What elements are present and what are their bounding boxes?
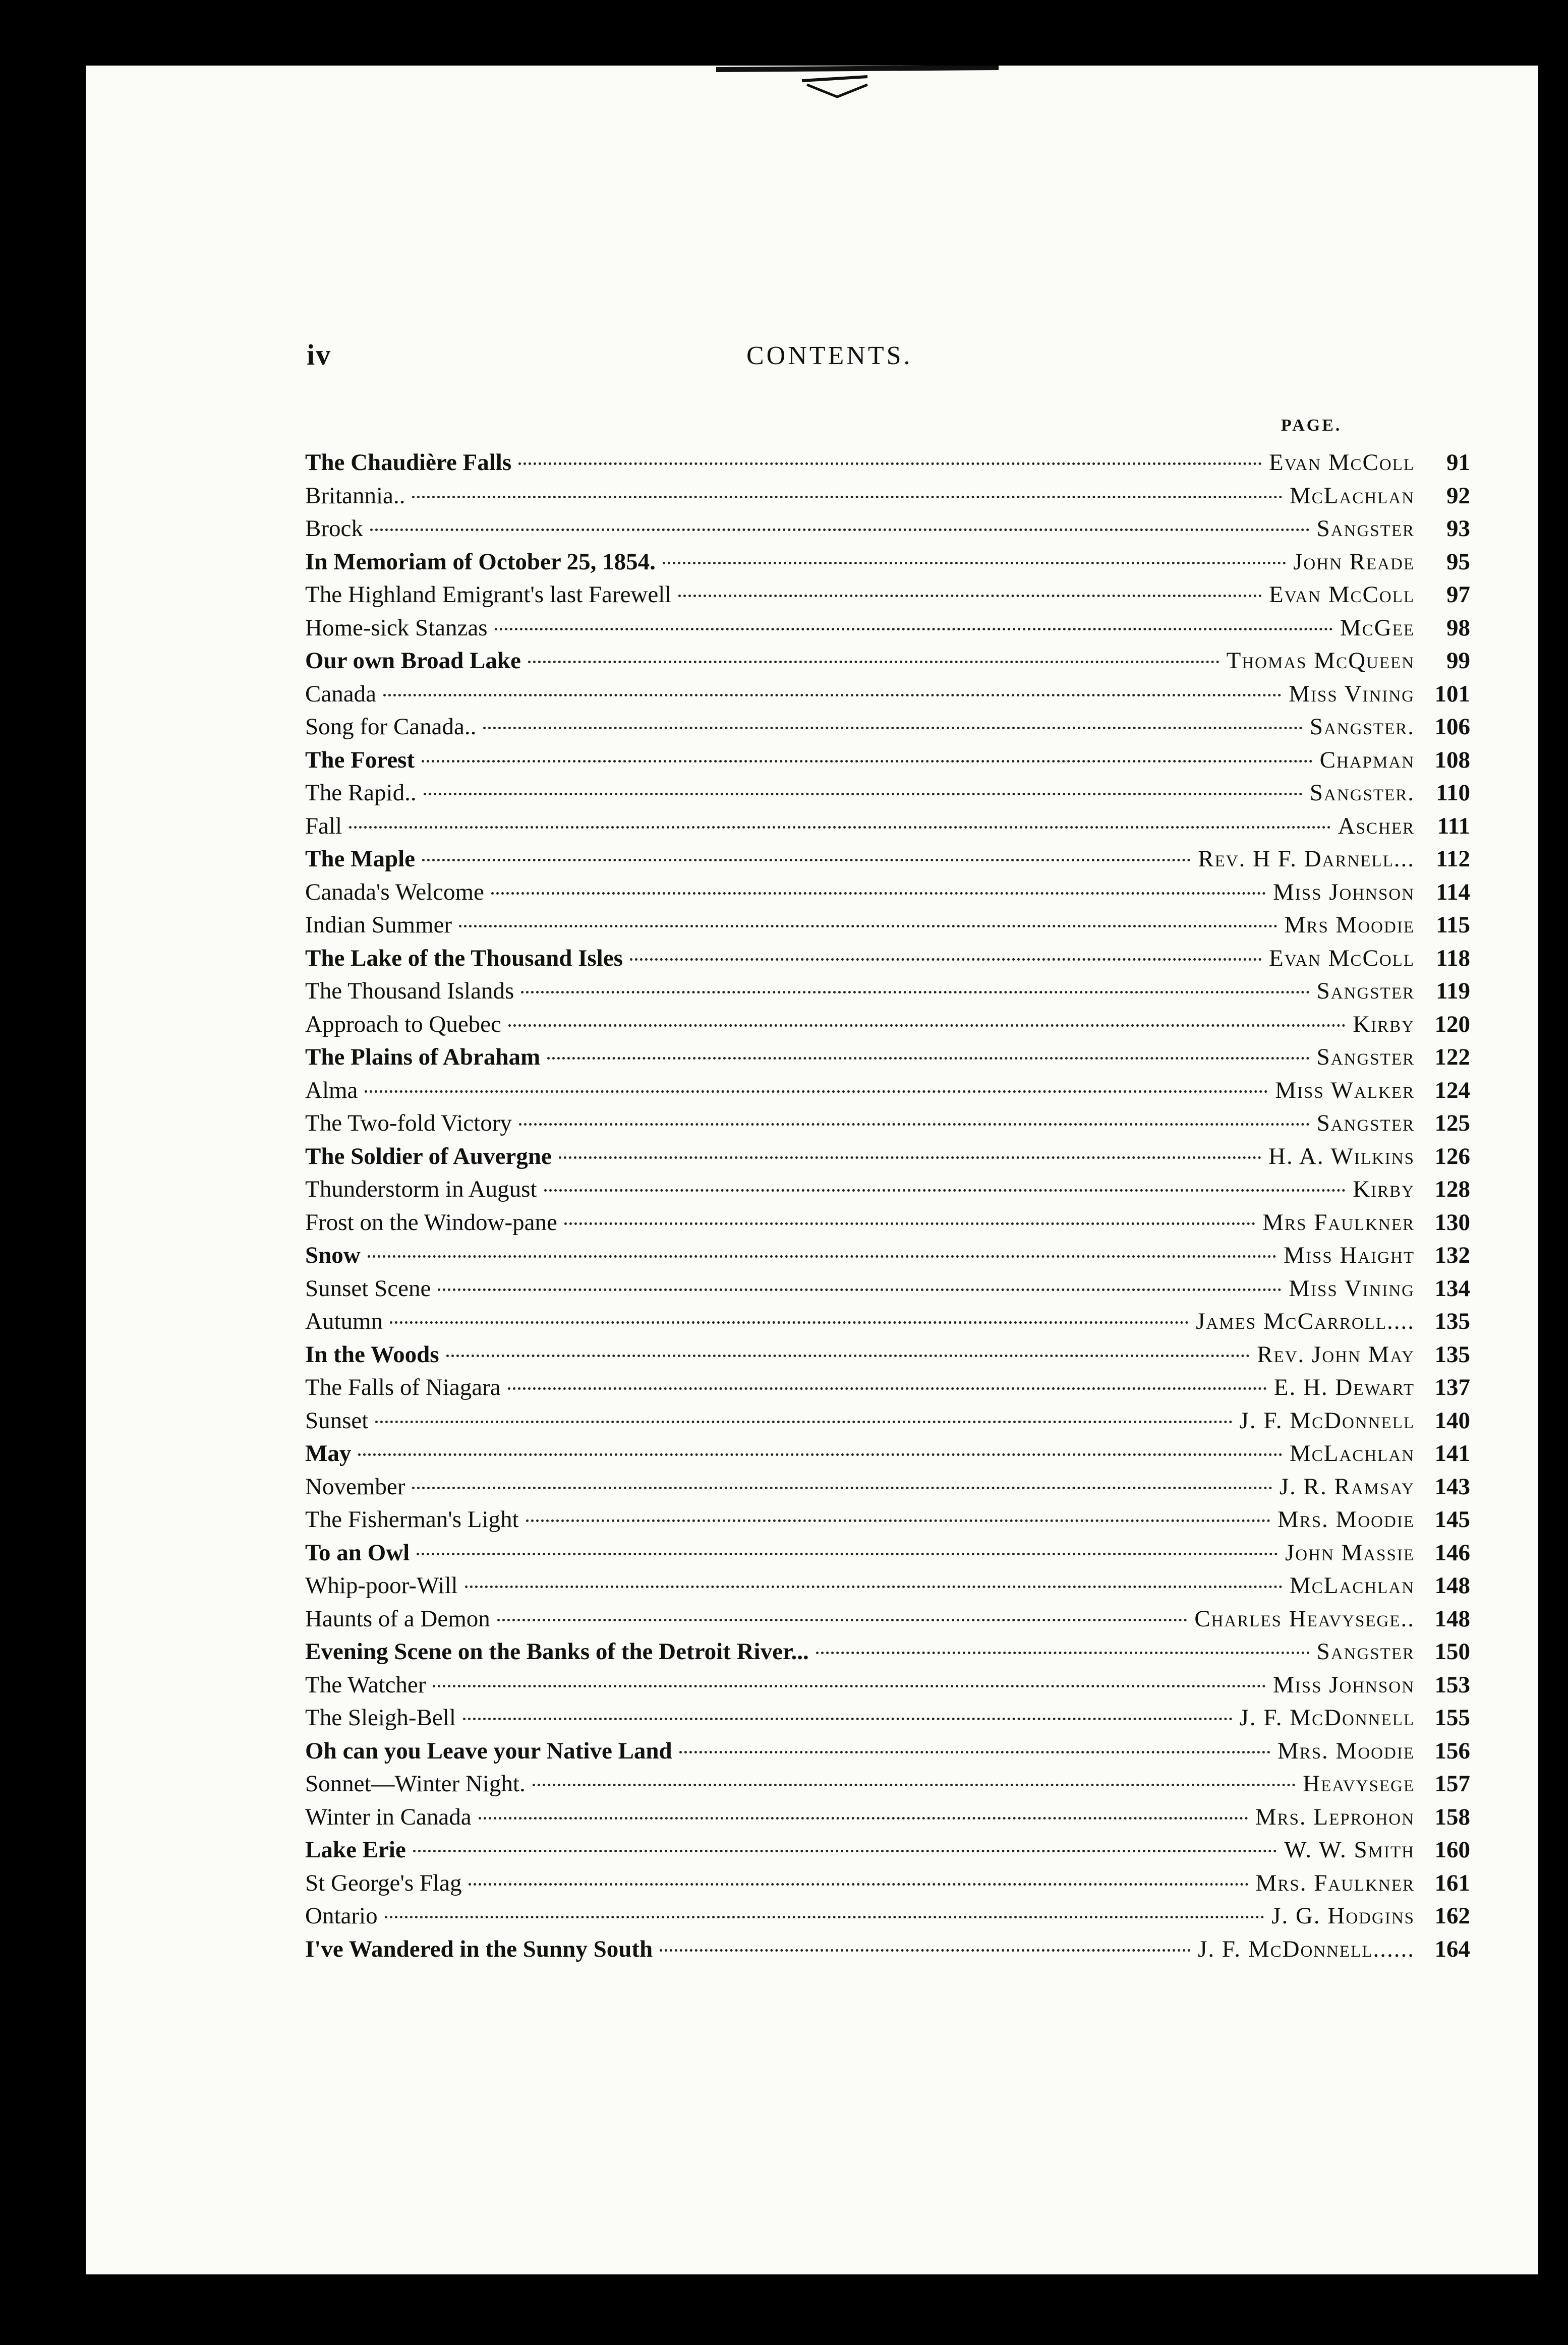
entry-page-number: 148 (1434, 1605, 1470, 1632)
dot-leader (483, 727, 1303, 729)
dot-leader (679, 1751, 1270, 1753)
entry-author: Charles Heavysege.. (1194, 1605, 1415, 1632)
entry-author: Mrs Faulkner (1262, 1209, 1415, 1236)
entry-author: Sangster. (1309, 780, 1415, 806)
contents-entry (305, 1308, 1470, 1341)
entry-author: Kirby (1353, 1176, 1415, 1202)
dot-leader (508, 1024, 1346, 1027)
entry-title: Whip-poor-Will (305, 1572, 458, 1599)
dot-leader (446, 1355, 1250, 1357)
contents-entry (305, 1836, 1470, 1869)
entry-author: Miss Vining (1289, 1275, 1415, 1302)
contents-entry (305, 1506, 1470, 1539)
dot-leader (412, 1487, 1272, 1489)
entry-page-number: 120 (1434, 1011, 1470, 1037)
entry-page-number: 124 (1434, 1077, 1470, 1103)
dot-leader (528, 661, 1219, 663)
entry-title: Home-sick Stanzas (305, 614, 488, 641)
entry-page-number: 125 (1434, 1110, 1470, 1136)
dot-leader (497, 1619, 1187, 1621)
entry-author: Sangster (1316, 515, 1415, 542)
entry-page-number: 106 (1434, 714, 1470, 740)
contents-entry (305, 1440, 1470, 1473)
contents-entry (305, 977, 1470, 1011)
dot-leader (564, 1222, 1255, 1225)
dot-leader (547, 1057, 1310, 1060)
entry-author: Thomas McQueen (1226, 648, 1415, 674)
dot-leader (370, 529, 1310, 531)
entry-page-number: 128 (1434, 1176, 1470, 1202)
entry-title: The Chaudière Falls (305, 449, 512, 476)
entry-page-number: 164 (1434, 1936, 1470, 1962)
dot-leader (358, 1453, 1283, 1456)
dot-leader (385, 1916, 1265, 1918)
entry-page-number: 145 (1434, 1506, 1470, 1533)
page-folio: iv (307, 338, 332, 371)
entry-title: The Lake of the Thousand Isles (305, 945, 623, 971)
entry-title: Song for Canada.. (305, 714, 477, 740)
entry-author: E. H. Dewart (1273, 1374, 1415, 1400)
entry-title: To an Owl (305, 1539, 410, 1566)
dot-leader (412, 496, 1283, 498)
entry-title: May (305, 1440, 352, 1467)
contents-entry (305, 1209, 1470, 1242)
dot-leader (630, 958, 1262, 961)
entry-title: Ontario (305, 1903, 378, 1929)
contents-entry (305, 680, 1470, 714)
entry-page-number: 134 (1434, 1275, 1470, 1302)
entry-page-number: 114 (1436, 878, 1470, 905)
entry-title: The Fisherman's Light (305, 1506, 519, 1533)
entry-title: Britannia.. (305, 482, 405, 509)
contents-entry (305, 515, 1470, 548)
contents-entry (305, 845, 1470, 878)
contents-entry (305, 1077, 1470, 1110)
entry-author: Sangster. (1309, 714, 1415, 740)
entry-page-number: 108 (1434, 746, 1470, 773)
entry-author: J. F. McDonnell (1239, 1705, 1415, 1731)
contents-entry (305, 647, 1470, 680)
contents-entry (305, 1011, 1470, 1044)
entry-author: Mrs. Faulkner (1255, 1869, 1415, 1896)
dot-leader (660, 1949, 1191, 1952)
dot-leader (526, 1519, 1270, 1522)
entry-title: The Watcher (305, 1671, 426, 1698)
entry-page-number: 155 (1434, 1705, 1470, 1731)
contents-entry (305, 1341, 1470, 1374)
contents-entry (305, 1572, 1470, 1605)
entry-author: Mrs. Moodie (1277, 1737, 1415, 1764)
entry-title: November (305, 1473, 405, 1500)
entry-author: Evan McColl (1269, 581, 1415, 608)
dot-leader (422, 859, 1191, 861)
entry-page-number: 122 (1434, 1044, 1470, 1070)
contents-entry (305, 1473, 1470, 1506)
contents-entry (305, 1109, 1470, 1143)
entry-title: Winter in Canada (305, 1803, 472, 1830)
entry-page-number: 148 (1434, 1572, 1470, 1599)
dot-leader (375, 1421, 1232, 1423)
entry-page-number: 130 (1434, 1209, 1470, 1236)
entry-page-number: 153 (1434, 1671, 1470, 1698)
dot-leader (816, 1652, 1310, 1654)
entry-page-number: 99 (1446, 648, 1470, 674)
contents-entry (305, 1143, 1470, 1176)
entry-author: John Massie (1285, 1539, 1415, 1566)
entry-page-number: 141 (1434, 1440, 1470, 1467)
entry-title: In Memoriam of October 25, 1854. (305, 548, 656, 575)
entry-title: St George's Flag (305, 1869, 462, 1896)
entry-author: McLachlan (1289, 482, 1415, 509)
dot-leader (465, 1586, 1283, 1588)
entry-page-number: 93 (1446, 515, 1470, 542)
contents-entry (305, 1539, 1470, 1572)
entry-page-number: 101 (1434, 680, 1470, 707)
entry-author: J. F. McDonnell...... (1198, 1936, 1415, 1962)
entry-author: McLachlan (1289, 1572, 1415, 1599)
entry-page-number: 143 (1434, 1473, 1470, 1500)
entry-title: The Thousand Islands (305, 978, 514, 1004)
entry-title: Sunset (305, 1407, 369, 1434)
dot-leader (469, 1883, 1248, 1886)
entry-page-number: 126 (1434, 1143, 1470, 1169)
dot-leader (544, 1189, 1346, 1192)
dot-leader (383, 694, 1282, 696)
contents-entry (305, 1374, 1470, 1407)
dot-leader (519, 1123, 1310, 1126)
entry-title: Brock (305, 515, 363, 542)
entry-author: H. A. Wilkins (1268, 1143, 1415, 1169)
entry-author: W. W. Smith (1284, 1837, 1415, 1863)
dot-leader (479, 1817, 1248, 1820)
contents-entry (305, 1704, 1470, 1737)
entry-title: The Two-fold Victory (305, 1110, 512, 1136)
dot-leader (533, 1784, 1296, 1786)
entry-author: Miss Haight (1284, 1242, 1415, 1268)
entry-author: Sangster (1316, 1110, 1415, 1136)
entry-title: In the Woods (305, 1341, 439, 1368)
contents-entry (305, 1869, 1470, 1903)
entry-author: Sangster (1316, 1044, 1415, 1070)
entry-page-number: 156 (1434, 1737, 1470, 1764)
dot-leader (491, 892, 1266, 895)
entry-title: Sonnet—Winter Night. (305, 1771, 526, 1797)
entry-page-number: 157 (1434, 1771, 1470, 1797)
contents-entry (305, 614, 1470, 648)
entry-page-number: 150 (1434, 1638, 1470, 1665)
contents-list (305, 449, 1470, 1968)
entry-page-number: 119 (1436, 978, 1470, 1004)
entry-author: Evan McColl (1269, 945, 1415, 971)
contents-entry (305, 1902, 1470, 1936)
entry-title: Autumn (305, 1308, 383, 1334)
entry-author: James McCarroll.... (1196, 1308, 1415, 1334)
contents-entry (305, 1737, 1470, 1771)
entry-title: Haunts of a Demon (305, 1605, 490, 1632)
dot-leader (508, 1387, 1267, 1390)
entry-author: Miss Vining (1289, 680, 1415, 707)
dot-leader (663, 562, 1286, 564)
entry-author: Miss Walker (1275, 1077, 1415, 1103)
page-fold-mark (716, 66, 999, 101)
entry-author: Mrs. Leprohon (1255, 1803, 1415, 1830)
page-column-label: PAGE. (1281, 416, 1342, 435)
entry-author: Chapman (1319, 746, 1415, 773)
contents-entry (305, 1638, 1470, 1671)
entry-page-number: 111 (1437, 812, 1470, 839)
contents-entry (305, 746, 1470, 780)
entry-title: Alma (305, 1077, 358, 1103)
entry-author: Heavysege (1303, 1771, 1415, 1797)
contents-entry (305, 812, 1470, 846)
entry-title: The Sleigh-Bell (305, 1705, 456, 1731)
entry-author: Miss Johnson (1272, 878, 1415, 905)
dot-leader (413, 1850, 1277, 1852)
contents-entry (305, 1275, 1470, 1308)
entry-title: Oh can you Leave your Native Land (305, 1737, 672, 1764)
entry-author: Evan McColl (1269, 449, 1415, 476)
entry-author: McGee (1340, 614, 1415, 641)
dot-leader (422, 760, 1313, 763)
entry-author: J. G. Hodgins (1271, 1903, 1415, 1929)
entry-author: McLachlan (1289, 1440, 1415, 1467)
dot-leader (495, 628, 1333, 630)
dot-leader (390, 1321, 1189, 1324)
entry-page-number: 112 (1436, 846, 1470, 872)
entry-author: Rev. H F. Darnell... (1198, 846, 1415, 872)
entry-page-number: 95 (1446, 548, 1470, 575)
page-title: CONTENTS. (746, 341, 913, 370)
dot-leader (559, 1156, 1261, 1159)
entry-title: Snow (305, 1242, 361, 1268)
entry-title: Canada (305, 680, 376, 707)
entry-author: Ascher (1338, 812, 1415, 839)
entry-title: Evening Scene on the Banks of the Detroit River... (305, 1638, 809, 1665)
dot-leader (365, 1090, 1268, 1093)
entry-page-number: 115 (1436, 912, 1470, 938)
dot-leader (433, 1685, 1266, 1687)
entry-author: Mrs Moodie (1284, 912, 1415, 938)
entry-page-number: 146 (1434, 1539, 1470, 1566)
dot-leader (424, 793, 1303, 795)
entry-page-number: 97 (1446, 581, 1470, 608)
entry-author: J. F. McDonnell (1239, 1407, 1415, 1434)
entry-page-number: 132 (1434, 1242, 1470, 1268)
entry-author: Sangster (1316, 978, 1415, 1004)
entry-page-number: 140 (1434, 1407, 1470, 1434)
entry-title: Lake Erie (305, 1837, 406, 1863)
entry-title: The Plains of Abraham (305, 1044, 541, 1070)
entry-author: J. R. Ramsay (1279, 1473, 1415, 1500)
contents-entry (305, 1407, 1470, 1440)
entry-title: Our own Broad Lake (305, 648, 521, 674)
entry-title: Fall (305, 812, 342, 839)
entry-title: I've Wandered in the Sunny South (305, 1936, 653, 1962)
entry-author: Sangster (1316, 1638, 1415, 1665)
entry-author: Kirby (1353, 1011, 1415, 1037)
entry-title: The Maple (305, 846, 416, 872)
entry-page-number: 162 (1434, 1903, 1470, 1929)
contents-entry (305, 945, 1470, 978)
dot-leader (438, 1288, 1282, 1291)
entry-author: John Reade (1293, 548, 1415, 575)
book-page (86, 66, 1538, 2274)
dot-leader (417, 1553, 1278, 1555)
dot-leader (521, 991, 1309, 993)
contents-entry (305, 779, 1470, 812)
entry-page-number: 137 (1434, 1374, 1470, 1400)
entry-title: Indian Summer (305, 912, 452, 938)
entry-title: The Forest (305, 746, 415, 773)
entry-page-number: 158 (1434, 1803, 1470, 1830)
entry-title: Thunderstorm in August (305, 1176, 537, 1202)
contents-entry (305, 1043, 1470, 1077)
entry-title: Sunset Scene (305, 1275, 431, 1302)
contents-entry (305, 482, 1470, 515)
dot-leader (518, 462, 1262, 465)
contents-entry (305, 1605, 1470, 1638)
entry-page-number: 98 (1446, 614, 1470, 641)
entry-title: Frost on the Window-pane (305, 1209, 557, 1236)
entry-title: Canada's Welcome (305, 878, 484, 905)
entry-title: The Highland Emigrant's last Farewell (305, 581, 672, 608)
entry-author: Miss Johnson (1272, 1671, 1415, 1698)
contents-entry (305, 878, 1470, 912)
entry-title: The Falls of Niagara (305, 1374, 501, 1400)
dot-leader (368, 1255, 1276, 1258)
entry-title: The Rapid.. (305, 780, 417, 806)
dot-leader (463, 1718, 1233, 1720)
contents-entry (305, 911, 1470, 945)
entry-author: Rev. John May (1257, 1341, 1415, 1368)
contents-entry (305, 1803, 1470, 1837)
entry-title: The Soldier of Auvergne (305, 1143, 552, 1169)
entry-page-number: 118 (1436, 945, 1470, 971)
entry-title: Approach to Quebec (305, 1011, 501, 1037)
entry-page-number: 161 (1434, 1869, 1470, 1896)
contents-entry (305, 548, 1470, 581)
contents-entry (305, 449, 1470, 482)
entry-author: Mrs. Moodie (1277, 1506, 1415, 1533)
contents-entry (305, 1936, 1470, 1969)
contents-entry (305, 713, 1470, 746)
entry-page-number: 135 (1434, 1341, 1470, 1368)
contents-entry (305, 1770, 1470, 1803)
dot-leader (459, 925, 1277, 927)
contents-entry (305, 1176, 1470, 1209)
contents-entry (305, 581, 1470, 614)
entry-page-number: 135 (1434, 1308, 1470, 1334)
dot-leader (678, 595, 1262, 597)
entry-page-number: 110 (1436, 780, 1470, 806)
entry-page-number: 92 (1446, 482, 1470, 509)
entry-page-number: 91 (1446, 449, 1470, 476)
dot-leader (349, 826, 1331, 829)
running-head (86, 338, 1538, 378)
contents-entry (305, 1671, 1470, 1705)
contents-entry (305, 1242, 1470, 1275)
entry-page-number: 160 (1434, 1837, 1470, 1863)
